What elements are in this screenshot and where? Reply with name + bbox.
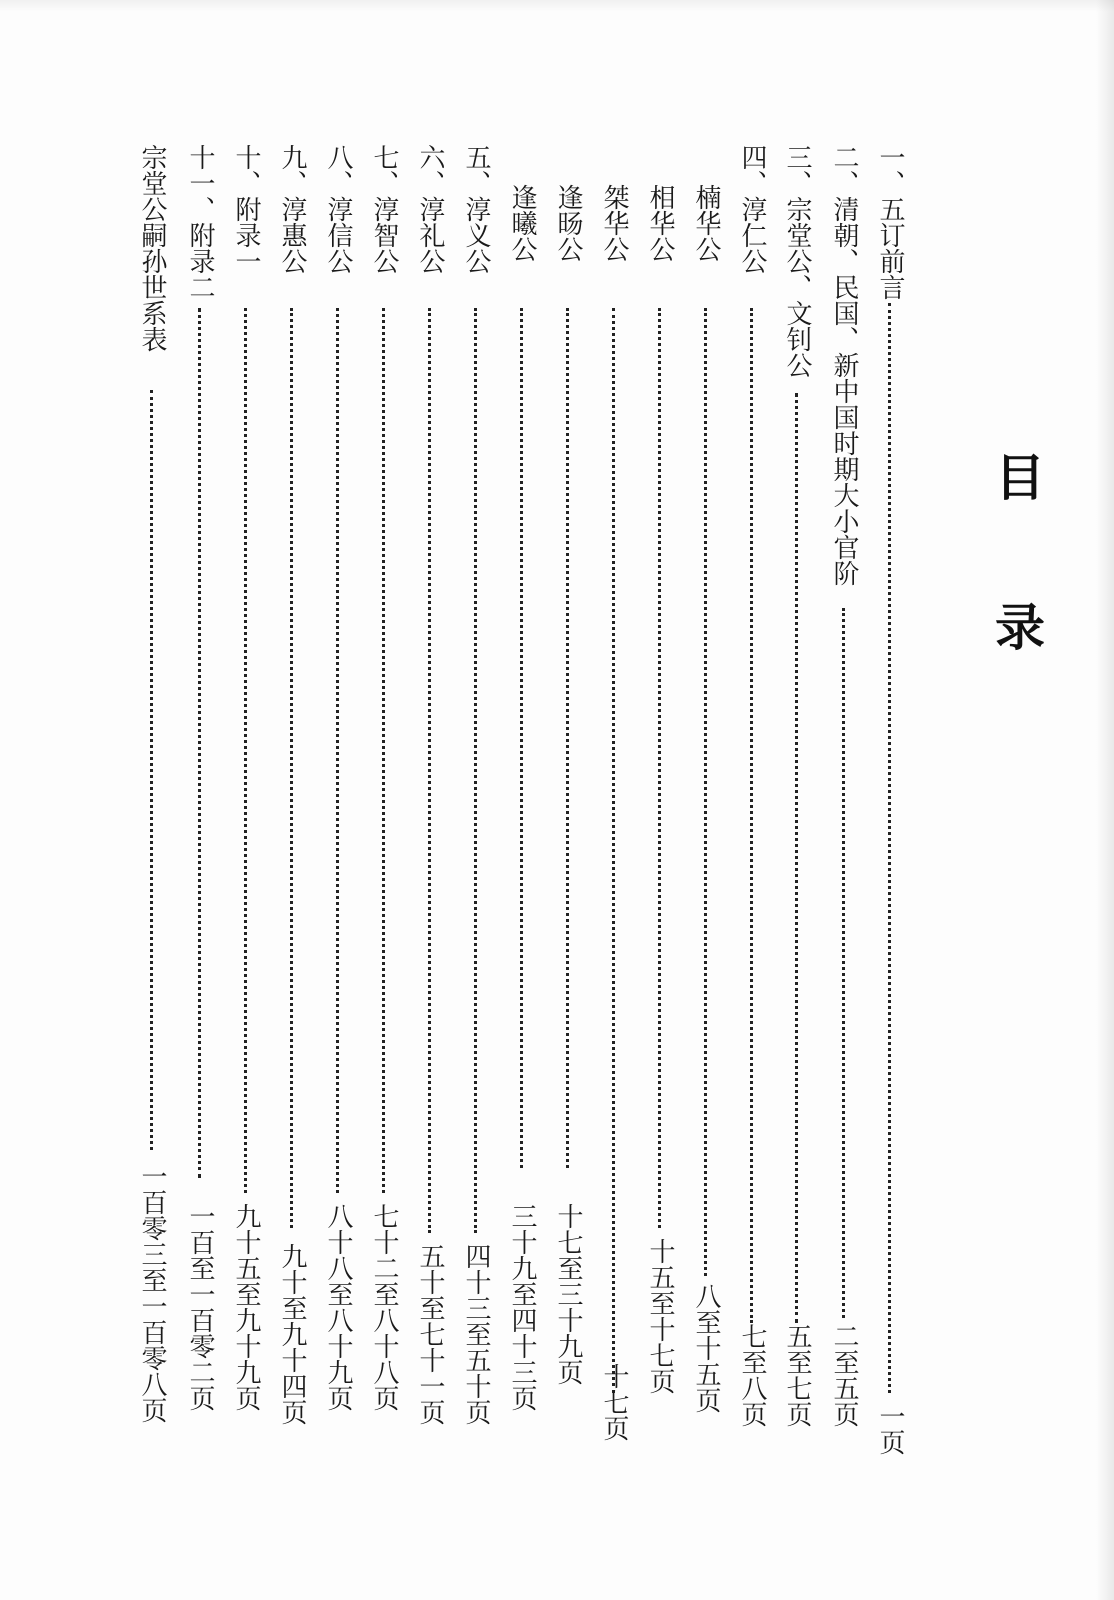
toc-entry-page: 二至五页 — [829, 1323, 859, 1427]
toc-entry — [318, 128, 358, 1488]
page-title-char-2: 录 — [995, 599, 1045, 657]
toc-entry-page: 三十九至四十三页 — [507, 1203, 537, 1411]
toc-entry — [640, 128, 680, 1488]
toc-leader-dots — [658, 308, 665, 1228]
toc-entry — [180, 128, 220, 1488]
toc-entry-page: 十七至三十九页 — [553, 1203, 583, 1385]
toc-entry — [870, 128, 910, 1488]
toc-entry-label: 十、附录一 — [231, 144, 261, 274]
toc-leader-dots — [704, 308, 711, 1276]
toc-entry — [686, 128, 726, 1488]
toc-entry-label: 一、五订前言 — [875, 144, 905, 300]
toc-leader-dots — [198, 308, 205, 1178]
toc-entry-label: 七、淳智公 — [369, 144, 399, 274]
toc-entry-page: 七十二至八十八页 — [369, 1203, 399, 1411]
toc-entry-label: 五、淳义公 — [461, 144, 491, 274]
toc-entry-page: 九十至九十四页 — [277, 1243, 307, 1425]
toc-entry-page: 八至十五页 — [691, 1283, 721, 1413]
toc-entry-label: 逢旸公 — [553, 184, 583, 262]
toc-entry-page: 七至八页 — [737, 1323, 767, 1427]
toc-entry-page: 一百至一百零二页 — [185, 1203, 215, 1411]
toc-leader-dots — [520, 308, 527, 1168]
toc-entry — [732, 128, 772, 1488]
toc-entry-page: 十五至十七页 — [645, 1238, 675, 1394]
toc-leader-dots — [750, 308, 757, 1323]
toc-entry — [456, 128, 496, 1488]
toc-entry-label: 二、清朝、民国、新中国时期大小官阶 — [829, 144, 859, 586]
toc-entry-page: 五十至七十一页 — [415, 1243, 445, 1425]
toc-entry — [410, 128, 450, 1488]
toc-leader-dots — [566, 308, 573, 1168]
toc-entry-label: 楠华公 — [691, 184, 721, 262]
toc-entry-label: 三、宗堂公、文钊公 — [782, 144, 812, 378]
toc-entry-page: 九十五至九十九页 — [231, 1203, 261, 1411]
toc-entry — [364, 128, 404, 1488]
toc-entry-label: 六、淳礼公 — [415, 144, 445, 274]
toc-entry-label: 四、淳仁公 — [737, 144, 767, 274]
toc-entry-label: 九、淳惠公 — [277, 144, 307, 274]
toc-entry — [548, 128, 588, 1488]
toc-leader-dots — [150, 390, 157, 1150]
toc-leader-dots — [336, 308, 343, 1193]
toc-entry-page: 五至七页 — [782, 1323, 812, 1427]
toc-entry — [502, 128, 542, 1488]
toc-leader-dots — [428, 308, 435, 1233]
toc-leader-dots — [795, 393, 802, 1323]
toc-leader-dots — [612, 308, 619, 1393]
toc-entry — [226, 128, 266, 1488]
toc-entry-label: 桀华公 — [599, 184, 629, 262]
toc-entry-label: 十一、附录二 — [185, 144, 215, 300]
toc-leader-dots — [474, 308, 481, 1233]
toc-leader-dots — [382, 308, 389, 1193]
toc-entry-page: 八十八至八十九页 — [323, 1203, 353, 1411]
page-title-char-1: 目 — [995, 449, 1045, 507]
toc-entry-label: 宗堂公嗣孙世系表 — [137, 144, 167, 352]
toc-entry — [594, 128, 634, 1488]
toc-entry — [272, 128, 312, 1488]
toc-entry — [132, 128, 172, 1488]
toc-leader-dots — [888, 303, 895, 1393]
toc-entry-label: 相华公 — [645, 184, 675, 262]
toc-entry-page: 四十三至五十页 — [461, 1243, 491, 1425]
toc-entry-page: 一页 — [875, 1403, 905, 1455]
page-edge-top — [0, 0, 1114, 12]
page-edge-shadow — [1096, 0, 1114, 1600]
toc-entry — [777, 128, 817, 1488]
toc-entry-page: 十七页 — [599, 1363, 629, 1441]
toc-entry-page: 一百零三至一百零八页 — [137, 1163, 167, 1423]
toc-leader-dots — [290, 308, 297, 1228]
toc-leader-dots — [244, 308, 251, 1193]
toc-entry — [824, 128, 864, 1488]
toc-entry-label: 逢曦公 — [507, 184, 537, 262]
toc-leader-dots — [842, 608, 849, 1318]
toc-entry-label: 八、淳信公 — [323, 144, 353, 274]
